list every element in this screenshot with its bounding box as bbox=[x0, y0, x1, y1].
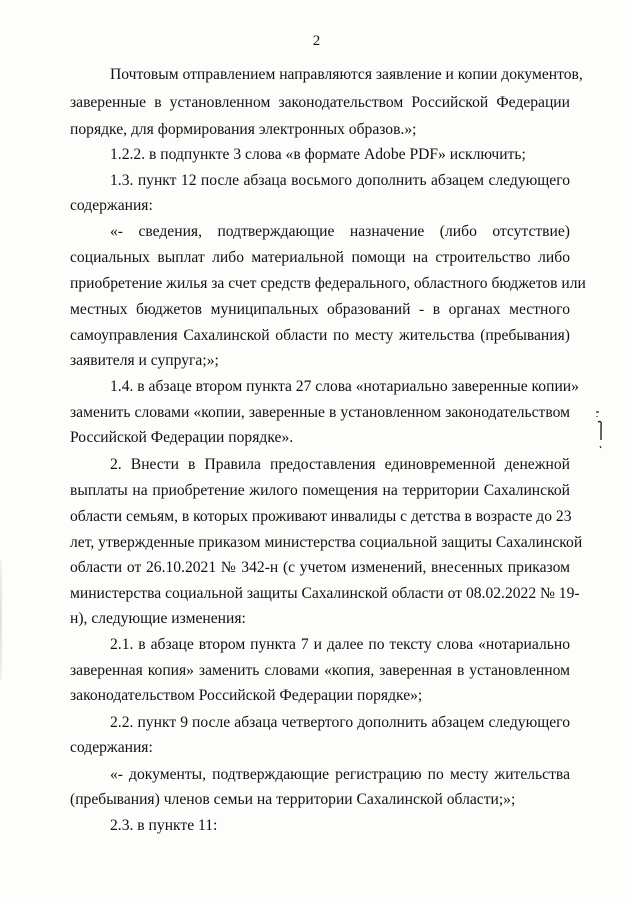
text-line: 2.1. в абзаце втором пункта 7 и далее по тексту слова «нотариально bbox=[110, 636, 570, 653]
text-line: 1.4. в абзаце втором пункта 27 слова «нотариально заверенные копии» bbox=[110, 378, 579, 395]
text-line: 1.2.2. в подпункте 3 слова «в формате Adobe PDF» исключить; bbox=[110, 146, 526, 163]
text-line: заверенные в установленном законодательством Российской Федерации bbox=[70, 94, 570, 111]
text-line: содержания: bbox=[70, 197, 153, 214]
text-line: самоуправления Сахалинской области по месту жительства (пребывания) bbox=[70, 327, 570, 344]
text-line: приобретение жилья за счет средств федерального, областного бюджетов или bbox=[70, 275, 586, 292]
text-line: заверенная копия» заменить словами «копия, заверенная в установленном bbox=[70, 662, 570, 679]
text-line: 2. Внести в Правила предоставления единовременной денежной bbox=[110, 456, 570, 473]
scan-edge-shadow bbox=[0, 560, 2, 680]
text-line: «- документы, подтверждающие регистрацию по месту жительства bbox=[110, 766, 570, 783]
text-line: 2.3. в пункте 11: bbox=[110, 817, 218, 834]
text-line: местных бюджетов муниципальных образований - в органах местного bbox=[70, 301, 570, 318]
text-line: законодательством Российской Федерации порядке»; bbox=[70, 687, 423, 704]
text-line: министерства социальной защиты Сахалинской области от 08.02.2022 № 19- bbox=[70, 585, 580, 602]
text-line: (пребывания) членов семьи на территории Сахалинской области;»; bbox=[70, 791, 516, 808]
text-line: области от 26.10.2021 № 342-н (с учетом изменений, внесенных приказом bbox=[70, 559, 570, 576]
text-line: заявителя и супруга;»; bbox=[70, 352, 219, 369]
text-line: Российской Федерации порядке». bbox=[70, 429, 294, 446]
text-line: Почтовым отправлением направляются заявление и копии документов, bbox=[110, 66, 583, 83]
text-line: содержания: bbox=[70, 739, 153, 756]
text-line: лет, утвержденные приказом министерства социальной защиты Сахалинской bbox=[70, 534, 583, 551]
text-line: н), следующие изменения: bbox=[70, 610, 246, 627]
text-line: социальных выплат либо материальной помощи на строительство либо bbox=[70, 249, 570, 266]
text-line: области семьям, в которых проживают инвалиды с детства в возрасте до 23 bbox=[70, 508, 572, 525]
text-line: 2.2. пункт 9 после абзаца четвертого дополнить абзацем следующего bbox=[110, 714, 570, 731]
text-line: «- сведения, подтверждающие назначение (либо отсутствие) bbox=[110, 223, 570, 240]
text-line: заменить словами «копии, заверенные в установленном законодательством bbox=[70, 404, 570, 421]
text-line: порядке, для формирования электронных образов.»; bbox=[70, 121, 417, 138]
page-number: 2 bbox=[312, 33, 321, 49]
margin-mark-icon bbox=[593, 408, 607, 452]
text-line: 1.3. пункт 12 после абзаца восьмого дополнить абзацем следующего bbox=[110, 172, 570, 189]
text-line: выплаты на приобретение жилого помещения на территории Сахалинской bbox=[70, 482, 570, 499]
